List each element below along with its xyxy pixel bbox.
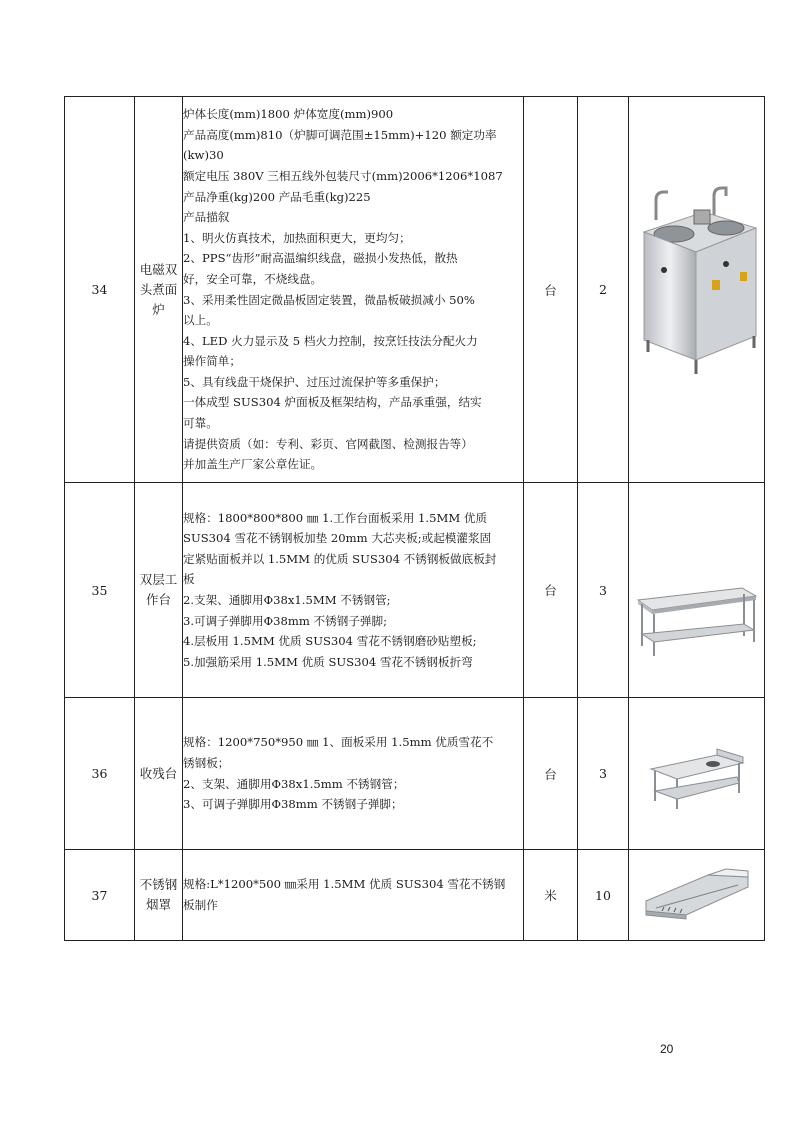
item-number: 37	[65, 850, 135, 941]
stainless-range-hood-image	[629, 850, 765, 941]
item-name: 电磁双 头煮面 炉	[135, 97, 183, 483]
item-unit: 米	[524, 850, 578, 941]
double-layer-worktable-image	[629, 483, 765, 698]
item-description: 炉体长度(mm)1800 炉体宽度(mm)900 产品高度(mm)810（炉脚可调范围±15mm)+120 额定功率 (kw)30 额定电压 380V 三相五线外包装尺寸(mm)2006*1206*1087 产品净重(kg)200 产品毛重(kg)225 产品描叙 1、明火仿真技术，加热面积更大，更均匀； 2、PPS“齿形”耐高温编织线盘，磁损小发热低，散热 好，安全可靠，不烧线盘。 3、采用柔性固定微晶板固定装置，微晶板破损减小 50% 以上。 4、LED 火力显示及 5 档火力控制，按烹饪技法分配火力 操作简单； 5、具有线盘干烧保护、过压过流保护等多重保护； 一体成型 SUS304 炉面板及框架结构，产品承重强，结实 可靠。 请提供资质（如：专利、彩页、官网截图、检测报告等） 并加盖生产厂家公章佐证。	[183, 97, 524, 483]
item-quantity: 2	[578, 97, 629, 483]
table-row	[65, 97, 765, 483]
item-description: 规格:L*1200*500 ㎜采用 1.5MM 优质 SUS304 雪花不锈钢 板制作	[183, 850, 524, 941]
item-quantity: 3	[578, 698, 629, 850]
item-name: 不锈钢 烟罩	[135, 850, 183, 941]
item-number: 35	[65, 483, 135, 698]
item-description: 规格：1200*750*950 ㎜ 1、面板采用 1.5mm 优质雪花不 锈钢板； 2、支架、通脚用Φ38x1.5mm 不锈钢管； 3、可调子弹脚用Φ38mm 不锈钢子弹脚；	[183, 698, 524, 850]
spec-table	[64, 96, 765, 941]
item-quantity: 3	[578, 483, 629, 698]
table-row	[65, 698, 765, 850]
page-number: 20	[660, 1042, 674, 1056]
item-unit: 台	[524, 483, 578, 698]
item-unit: 台	[524, 97, 578, 483]
item-quantity: 10	[578, 850, 629, 941]
item-name: 收残台	[135, 698, 183, 850]
item-name: 双层工 作台	[135, 483, 183, 698]
item-number: 34	[65, 97, 135, 483]
item-description: 规格：1800*800*800 ㎜ 1.工作台面板采用 1.5MM 优质 SUS304 雪花不锈钢板加垫 20mm 大芯夹板;或起模灌浆固 定紧贴面板并以 1.5MM 的优质 SUS304 不锈钢板做底板封 板 2.支架、通脚用Φ38x1.5MM 不锈钢管; 3.可调子弹脚用Φ38mm 不锈钢子弹脚; 4.层板用 1.5MM 优质 SUS304 雪花不锈钢磨砂贴塑板; 5.加强筋采用 1.5MM 优质 SUS304 雪花不锈钢板折弯	[183, 483, 524, 698]
table-row	[65, 850, 765, 941]
induction-noodle-cooker-image	[629, 97, 765, 483]
table-row	[65, 483, 765, 698]
item-number: 36	[65, 698, 135, 850]
item-unit: 台	[524, 698, 578, 850]
clearing-table-image	[629, 698, 765, 850]
